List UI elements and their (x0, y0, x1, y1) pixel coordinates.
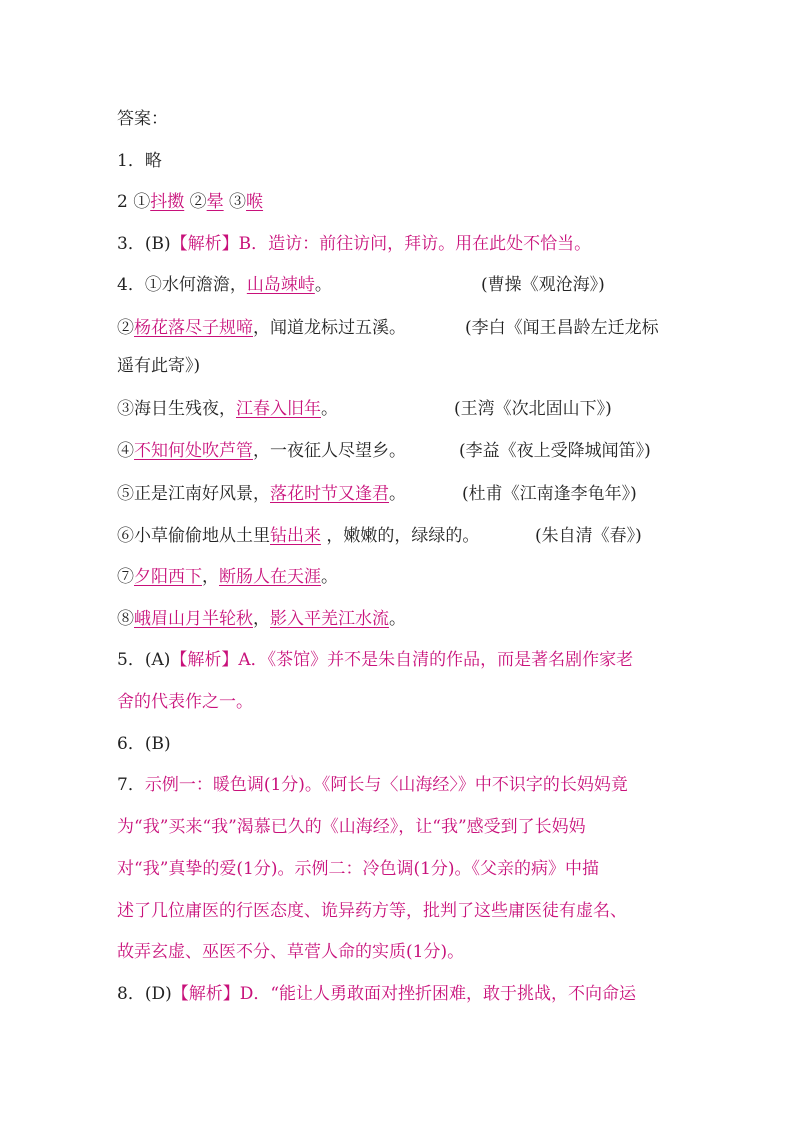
answer-8-number: 8．(D) (117, 984, 172, 1004)
answer-header-text: 答案： (117, 109, 168, 129)
poem-answer: 影入平羌江水流 (270, 609, 389, 629)
answer-6-number: 6．(B) (117, 734, 171, 754)
poem-source: 遥有此寄》) (117, 356, 201, 376)
answer-8-analysis-tag: 【解析】 (171, 984, 240, 1004)
answer-4-line-2 (117, 317, 659, 339)
answer-2-word-1: 抖擞 (150, 192, 185, 212)
answer-1-text: 略 (144, 151, 162, 171)
answer-5-number: 5．(A) (117, 650, 171, 670)
answer-7-line-1 (117, 774, 628, 796)
poem-text: 。 (321, 399, 338, 419)
answer-2-mark-1: ① (133, 192, 151, 212)
answer-7-line-3 (117, 858, 599, 880)
answer-2 (117, 191, 263, 213)
answer-7-line-2 (117, 816, 586, 838)
poem-answer: 断肠人在天涯 (219, 567, 321, 587)
poem-source: (曹操《观沧海》) (481, 275, 605, 295)
answer-2-word-2: 晕 (206, 192, 224, 212)
answer-7-text: 故弄玄虚、巫医不分、草菅人命的实质(1分)。 (117, 942, 465, 962)
poem-text: ，闻道龙标过五溪。 (253, 318, 406, 338)
answer-7-text: 示例一：暖色调(1分)。《阿长与〈山海经〉》中不识字的长妈妈竟 (144, 775, 628, 795)
poem-source: (朱自清《春》) (535, 526, 642, 546)
answer-3 (117, 233, 591, 255)
poem-text: ② (117, 318, 134, 338)
answer-5-line-1 (117, 649, 633, 671)
answer-7-line-4 (117, 900, 627, 922)
poem-text: ，嫩嫩的，绿绿的。 (321, 526, 480, 546)
answer-7-number: 7． (117, 775, 145, 795)
answer-4-line-8 (117, 608, 406, 630)
poem-text: ，一夜征人尽望乡。 (253, 441, 406, 461)
answer-4-line-5 (117, 483, 637, 505)
answer-8 (117, 983, 636, 1005)
poem-answer: 杨花落尽子规啼 (134, 318, 253, 338)
answer-1 (117, 150, 162, 172)
answer-4-number: 4． (117, 275, 145, 295)
answer-3-number: 3．(B) (117, 234, 171, 254)
poem-text: 。 (389, 609, 406, 629)
answer-4-line-2-cont (117, 355, 200, 377)
poem-source: (杜甫《江南逢李龟年》) (462, 484, 637, 504)
poem-text: ①水何澹澹， (144, 275, 247, 295)
poem-source: (王湾《次北固山下》) (454, 399, 612, 419)
poem-text: ， (202, 567, 219, 587)
answer-2-mark-3: ③ (223, 192, 247, 212)
answer-5-line-2 (117, 691, 253, 713)
poem-answer: 江春入旧年 (236, 399, 321, 419)
answer-7-text: 对“我”真挚的爱(1分)。示例二：冷色调(1分)。《父亲的病》中描 (117, 859, 600, 879)
poem-answer: 不知何处吹芦管 (134, 441, 253, 461)
poem-answer: 峨眉山月半轮秋 (134, 609, 253, 629)
answer-2-word-3: 喉 (246, 192, 264, 212)
poem-text: 。 (321, 567, 338, 587)
answer-4-line-3 (117, 398, 612, 420)
poem-source: (李白《闻王昌龄左迁龙标 (465, 318, 659, 338)
poem-text: ③海日生残夜， (117, 399, 236, 419)
poem-answer: 落花时节又逢君 (270, 484, 389, 504)
poem-text: ， (253, 609, 270, 629)
poem-source: (李益《夜上受降城闻笛》) (459, 441, 651, 461)
answer-2-mark-2: ② (184, 192, 207, 212)
answer-2-number: 2 (117, 192, 134, 212)
poem-text: ⑧ (117, 609, 134, 629)
answer-4-line-6 (117, 525, 642, 547)
answer-7-text: 述了几位庸医的行医态度、诡异药方等，批判了这些庸医徒有虚名、 (117, 901, 627, 921)
poem-answer: 山岛竦峙 (246, 275, 315, 295)
poem-text: ⑥小草偷偷地从土里 (117, 526, 270, 546)
answer-5-analysis-cont: 舍的代表作之一。 (117, 692, 253, 712)
answer-8-analysis: D．“能让人勇敢面对挫折困难，敢于挑战，不向命运 (239, 984, 637, 1004)
poem-text: ⑤正是江南好风景， (117, 484, 270, 504)
answer-header (117, 108, 168, 130)
poem-text: 。 (314, 275, 332, 295)
answer-3-analysis: B．造访：前往访问，拜访。用在此处不恰当。 (238, 234, 592, 254)
answer-7-line-5 (117, 941, 464, 963)
answer-4-line-4 (117, 440, 651, 462)
poem-text: 。 (389, 484, 406, 504)
answer-3-analysis-tag: 【解析】 (170, 234, 239, 254)
poem-answer: 钻出来 (270, 526, 321, 546)
answer-4-line-7 (117, 566, 338, 588)
answer-4-line-1 (117, 274, 605, 296)
answer-6 (117, 733, 171, 755)
answer-7-text: 为“我”买来“我”渴慕已久的《山海经》，让“我”感受到了长妈妈 (117, 817, 586, 837)
answer-5-analysis-tag: 【解析】 (170, 650, 239, 670)
answer-1-number: 1． (117, 151, 145, 171)
poem-answer: 夕阳西下 (134, 567, 202, 587)
answer-5-analysis: A．《茶馆》并不是朱自清的作品，而是著名剧作家老 (238, 650, 634, 670)
poem-text: ④ (117, 441, 134, 461)
poem-text: ⑦ (117, 567, 134, 587)
